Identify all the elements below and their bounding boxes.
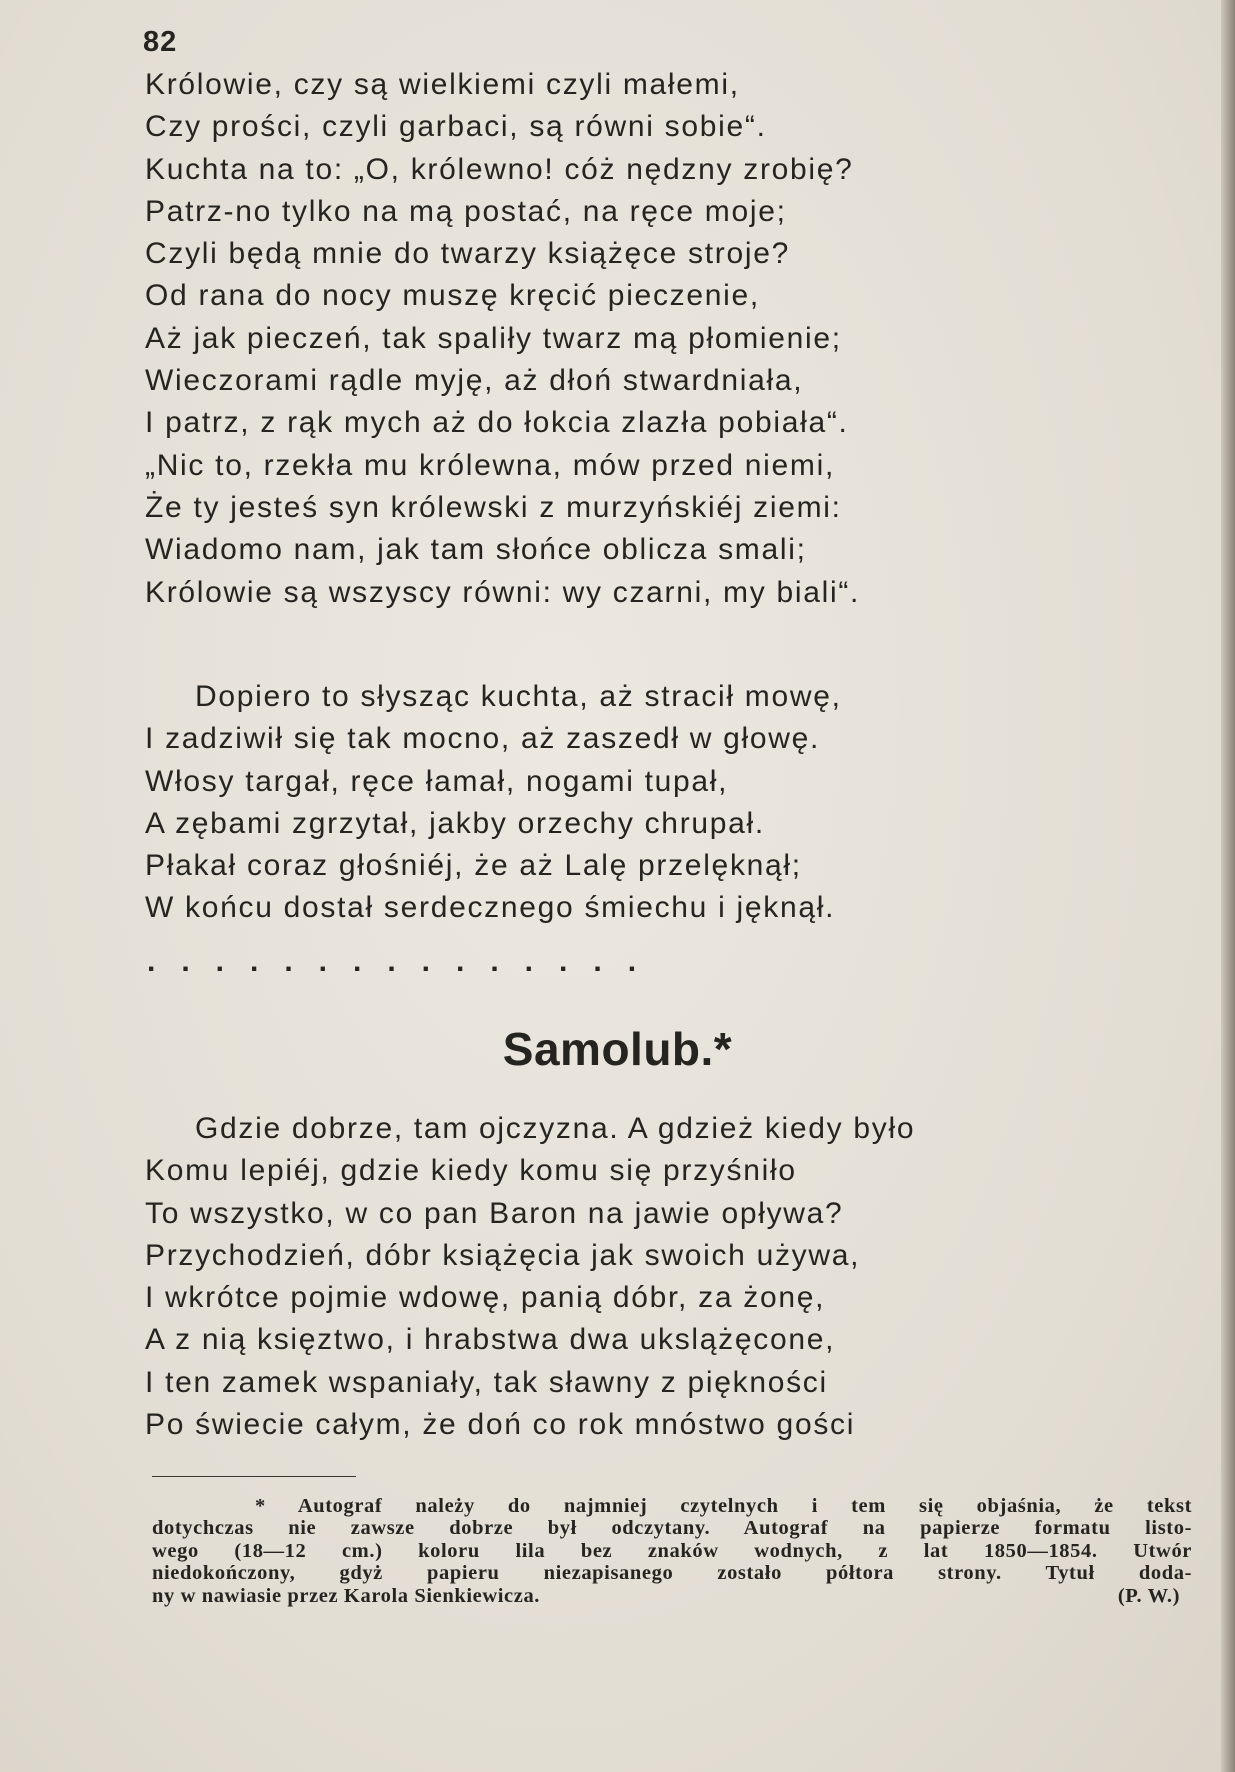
verse-line: Gdzie dobrze, tam ojczyzna. A gdzież kiedy było xyxy=(195,1112,916,1145)
verse-line: Aż jak pieczeń, tak spaliły twarz mą płomienie; xyxy=(145,321,842,355)
verse-line: Czyli będą mnie do twarzy książęce stroje? xyxy=(145,237,790,271)
stanza-3 xyxy=(145,1108,915,1446)
verse-line: Wiadomo nam, jak tam słońce oblicza smali; xyxy=(145,533,807,567)
page-gutter-edge xyxy=(1221,0,1235,1772)
verse-line: Że ty jesteś syn królewski z murzyńskiéj ziemi: xyxy=(145,490,842,524)
verse-line: Kuchta na to: „O, królewno! cóż nędzny zrobię? xyxy=(145,152,854,186)
verse-line: I ten zamek wspaniały, tak sławny z piękności xyxy=(145,1365,828,1399)
footnote-line: ny w nawiasie przez Karola Sienkiewicza. xyxy=(152,1584,541,1607)
verse-line: „Nic to, rzekła mu królewna, mów przed niemi, xyxy=(145,448,836,482)
verse-line: W końcu dostał serdecznego śmiechu i jęknął. xyxy=(145,891,836,925)
verse-line: Patrz-no tylko na mą postać, na ręce moje; xyxy=(145,194,787,228)
verse-line: Wieczorami rądle myję, aż dłoń stwardniała, xyxy=(145,364,804,398)
footnote-line: dotychczas nie zawsze dobrze był odczytany. Autograf na papierze formatu listo- xyxy=(152,1517,1192,1540)
footnote-line: niedokończony, gdyż papieru niezapisanego zostało półtora strony. Tytuł doda- xyxy=(152,1562,1192,1585)
verse-line: Królowie, czy są wielkiemi czyli małemi, xyxy=(145,68,740,101)
verse-line: I patrz, z rąk mych aż do łokcia zlazła pobiała“. xyxy=(145,406,849,440)
ellipsis-dots: ............... xyxy=(147,945,663,978)
verse-line: Od rana do nocy muszę kręcić pieczenie, xyxy=(145,279,760,313)
footnote xyxy=(152,1495,1192,1607)
verse-line: Po świecie całym, że doń co rok mnóstwo gości xyxy=(145,1408,856,1442)
verse-line: A z nią księztwo, i hrabstwa dwa ukslążęcone, xyxy=(145,1323,836,1357)
verse-line: Komu lepiéj, gdzie kiedy komu się przyśniło xyxy=(145,1154,797,1188)
verse-line: To wszystko, w co pan Baron na jawie opływa? xyxy=(145,1196,844,1230)
stanza-1 xyxy=(145,64,860,614)
stanza-2 xyxy=(145,676,842,930)
verse-line: Dopiero to słysząc kuchta, aż stracił mowę, xyxy=(195,680,842,713)
footnote-line: wego (18—12 cm.) koloru lila bez znaków wodnych, z lat 1850—1854. Utwór xyxy=(152,1539,1192,1562)
verse-line: Królowie są wszyscy równi: wy czarni, my biali“. xyxy=(145,575,861,609)
verse-line: Płakał coraz głośniéj, że aż Lalę przelęknął; xyxy=(145,849,802,883)
page-number: 82 xyxy=(143,26,178,58)
verse-line: Czy prości, czyli garbaci, są równi sobie“. xyxy=(145,110,767,144)
verse-line: Włosy targał, ręce łamał, nogami tupał, xyxy=(145,764,729,798)
verse-line: I zadziwił się tak mocno, aż zaszedł w głowę. xyxy=(145,722,821,756)
poem-title: Samolub.* xyxy=(502,1023,733,1075)
footnote-signature: (P. W.) xyxy=(1117,1584,1180,1607)
verse-line: Przychodzień, dóbr książęcia jak swoich używa, xyxy=(145,1238,861,1272)
footnote-divider xyxy=(152,1476,356,1477)
verse-line: I wkrótce pojmie wdowę, panią dóbr, za żonę, xyxy=(145,1281,826,1315)
footnote-line: * Autograf należy do najmniej czytelnych i tem się objaśnia, że tekst xyxy=(255,1495,1192,1517)
footnote-last-line xyxy=(152,1585,1192,1607)
verse-line: A zębami zgrzytał, jakby orzechy chrupał. xyxy=(145,806,765,840)
